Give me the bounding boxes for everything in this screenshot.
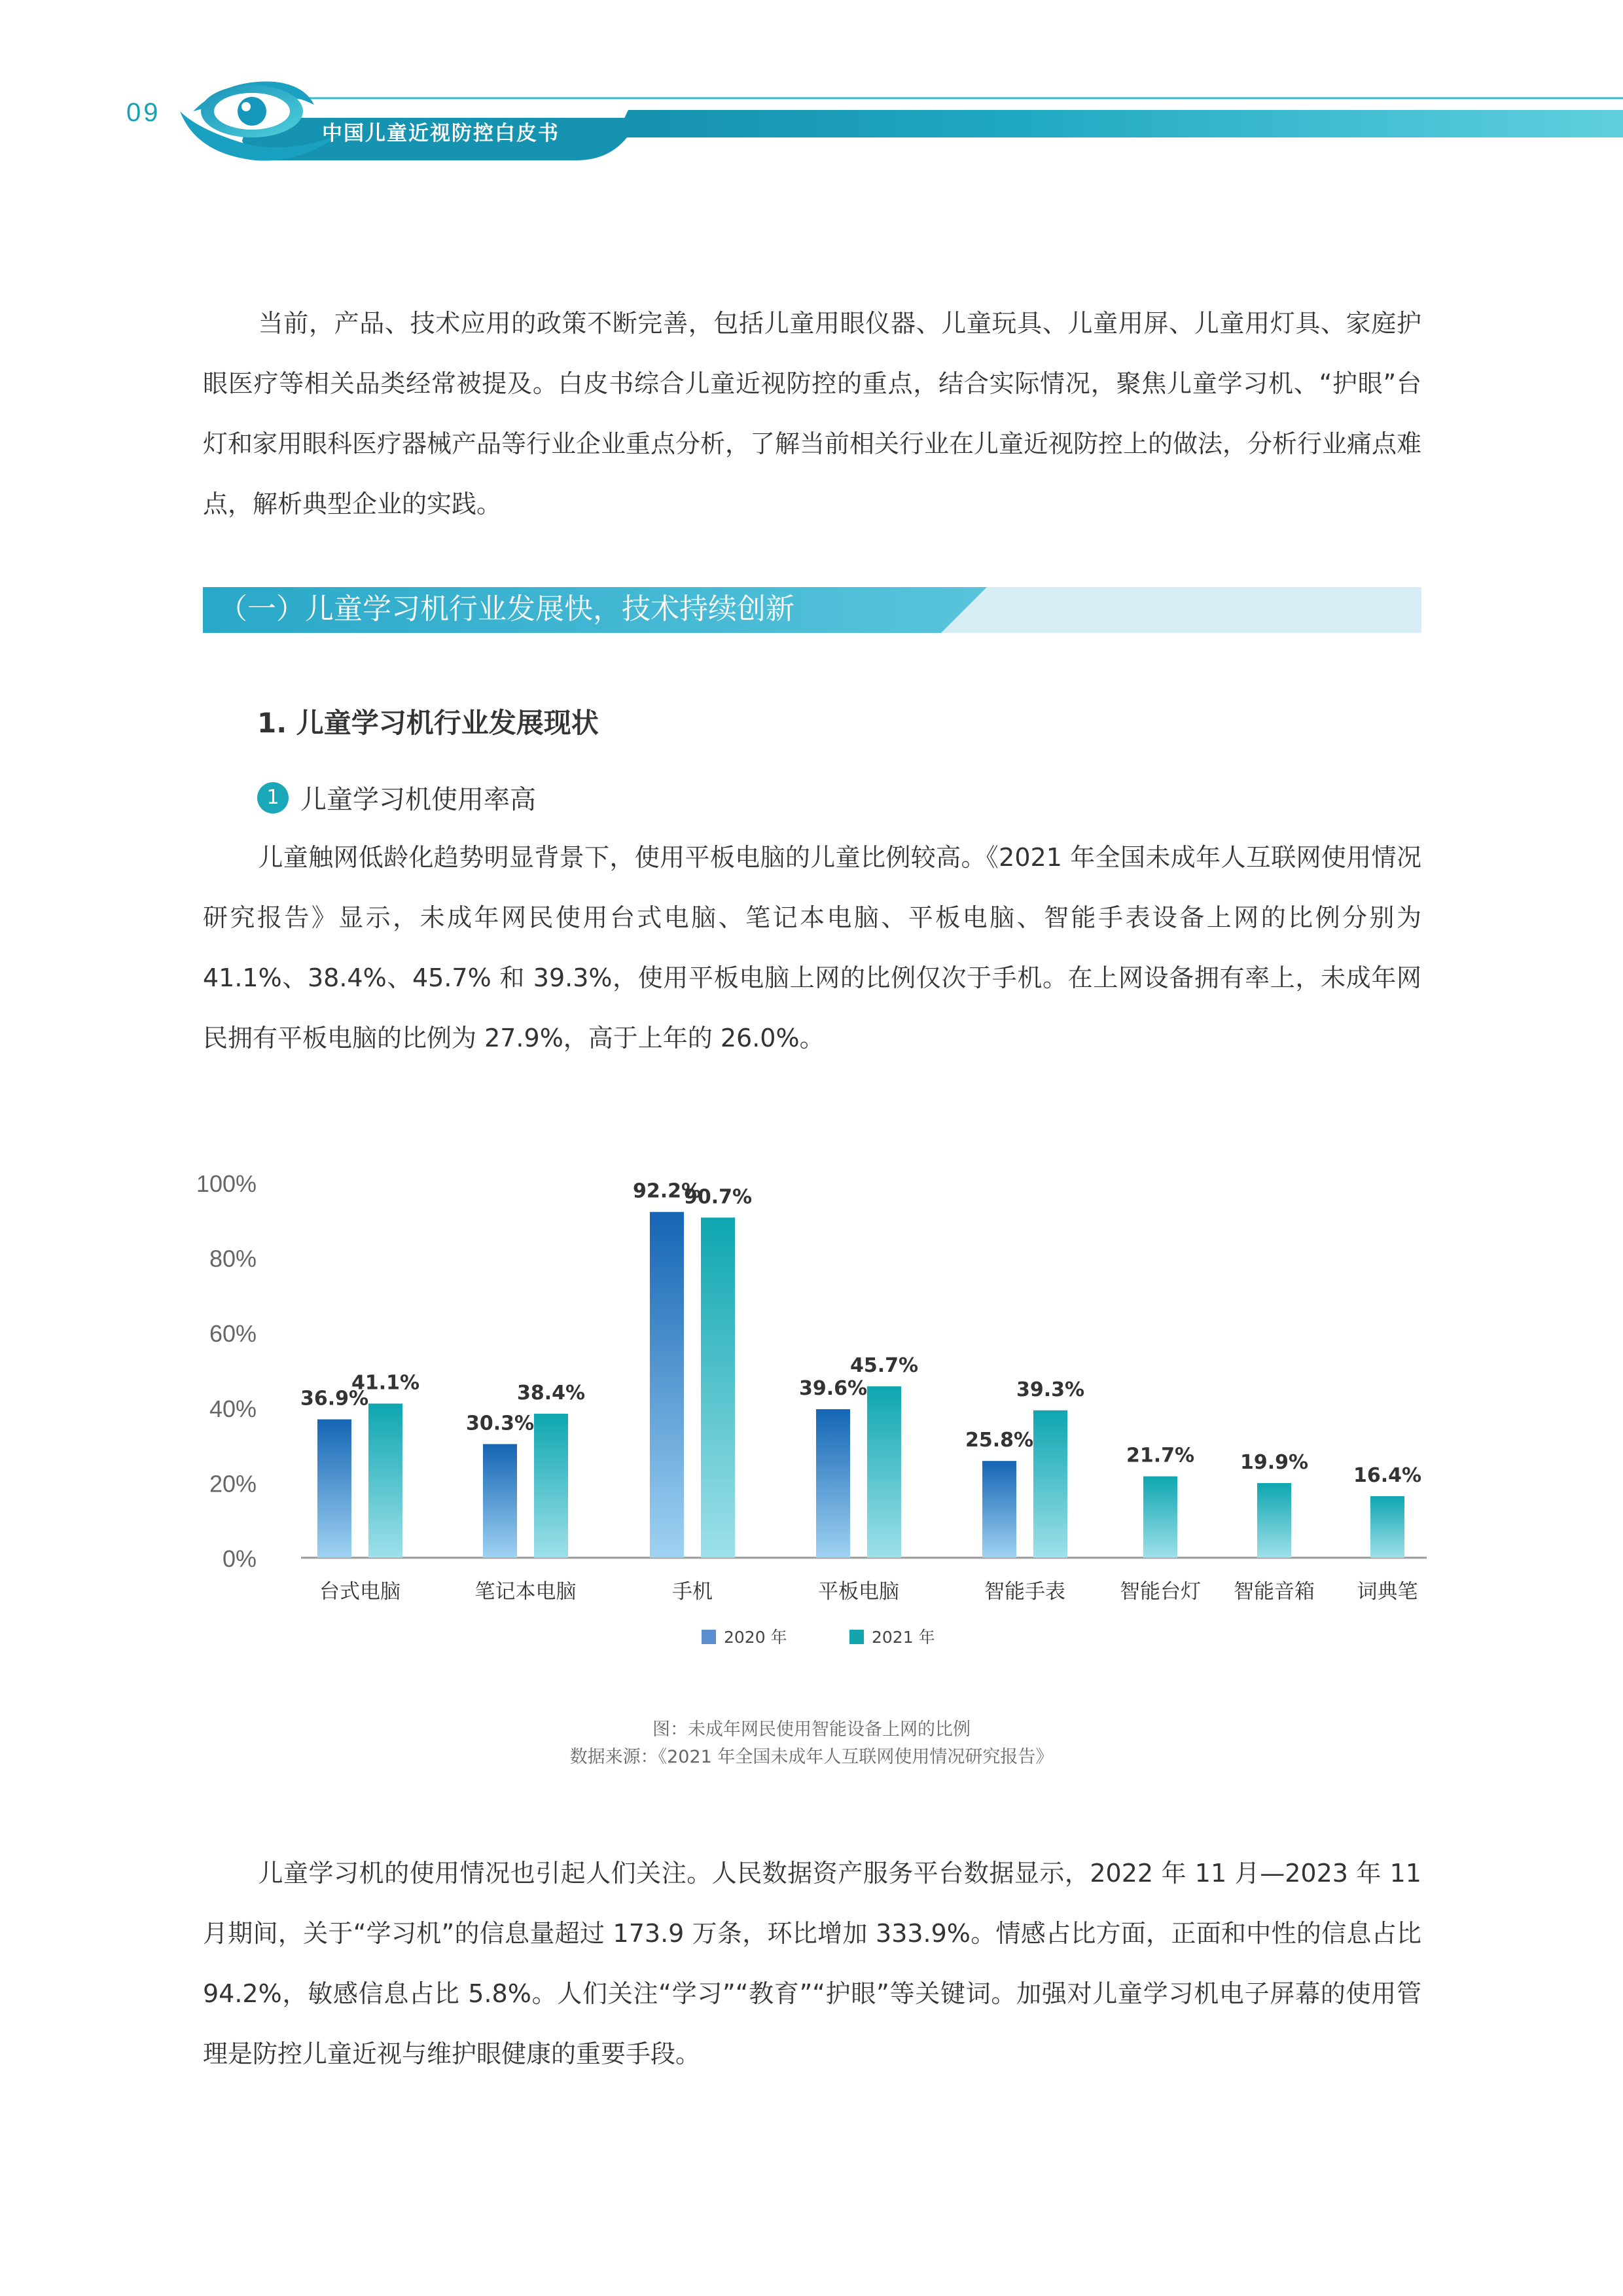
series-2021-value-label: 39.3%: [1016, 1378, 1085, 1401]
point-title: 儿童学习机使用率高: [300, 785, 536, 815]
series-2021-value-label: 90.7%: [683, 1185, 753, 1209]
category-label: 台式电脑: [319, 1580, 401, 1604]
subsection-heading: 1. 儿童学习机行业发展现状: [257, 707, 599, 739]
series-2021-bar: [534, 1414, 568, 1558]
header-stripe: [615, 110, 1623, 137]
y-tick-label: 20%: [209, 1470, 257, 1498]
category-label: 智能音箱: [1234, 1580, 1315, 1604]
intro-paragraph: [203, 293, 1421, 534]
series-2021-value-label: 21.7%: [1126, 1444, 1195, 1467]
category-label: 词典笔: [1357, 1580, 1418, 1604]
series-2021-bar: [867, 1386, 901, 1558]
series-2020-bar: [816, 1409, 850, 1558]
series-2021-bar: [1033, 1410, 1067, 1558]
series-2020-bar: [982, 1461, 1016, 1558]
legend-swatch: [702, 1630, 716, 1644]
legend-label: 2021 年: [872, 1628, 935, 1647]
header-banner: [0, 0, 1623, 170]
paragraph-2: [203, 827, 1421, 1068]
category-label: 平板电脑: [818, 1580, 899, 1604]
category-label: 笔记本电脑: [474, 1580, 577, 1604]
y-tick-label: 80%: [209, 1245, 257, 1272]
y-tick-label: 40%: [209, 1395, 257, 1422]
series-2021-bar: [1257, 1483, 1291, 1558]
series-2021-value-label: 16.4%: [1353, 1464, 1422, 1488]
category-label: 手机: [672, 1580, 713, 1604]
category-label: 智能手表: [984, 1580, 1065, 1604]
series-2021-bar: [368, 1403, 402, 1558]
series-2021-value-label: 38.4%: [516, 1381, 586, 1405]
series-2020-value-label: 92.2%: [632, 1179, 702, 1203]
category-label: 智能台灯: [1120, 1580, 1201, 1604]
series-2020-value-label: 30.3%: [465, 1412, 535, 1435]
series-2021-value-label: 45.7%: [849, 1354, 919, 1378]
bar-chart: [0, 1152, 1623, 1662]
series-2021-value-label: 41.1%: [351, 1371, 420, 1395]
series-2021-bar: [1370, 1496, 1404, 1558]
paragraph-3: [203, 1843, 1421, 2084]
section-title: （一）儿童学习机行业发展快，技术持续创新: [219, 592, 794, 626]
series-2020-bar: [317, 1420, 351, 1558]
y-tick-label: 0%: [222, 1545, 257, 1572]
series-2020-value-label: 39.6%: [798, 1377, 868, 1401]
document-title: 中国儿童近视防控白皮书: [322, 122, 560, 145]
paragraph-3-text: 儿童学习机的使用情况也引起人们关注。人民数据资产服务平台数据显示，2022 年 11 月—2023 年 11 月期间，关于“学习机”的信息量超过 173.9 万条，环比增加 333.9%。情感占比方面，正面和中性的信息占比 94.2%，敏感信息占比 5.8%。人们关注“学习”“教育”“护眼”等关键词。加强对儿童学习机电子屏幕的使用管理是防控儿童近视与维护眼健康的重要手段。: [203, 1859, 1421, 2068]
page-number: 09: [126, 98, 161, 127]
series-2020-bar: [483, 1444, 517, 1558]
series-2020-value-label: 36.9%: [300, 1387, 369, 1410]
source-caption: 数据来源：《2021 年全国未成年人互联网使用情况研究报告》: [569, 1747, 1054, 1767]
y-tick-label: 60%: [209, 1320, 257, 1348]
series-2021-bar: [701, 1217, 735, 1558]
point-heading: [257, 779, 536, 816]
y-tick-label: 100%: [196, 1170, 257, 1197]
legend-swatch: [849, 1630, 864, 1644]
intro-paragraph-text: 当前，产品、技术应用的政策不断完善，包括儿童用眼仪器、儿童玩具、儿童用屏、儿童用灯具、家庭护眼医疗等相关品类经常被提及。白皮书综合儿童近视防控的重点，结合实际情况，聚焦儿童学习机、“护眼”台灯和家用眼科医疗器械产品等行业企业重点分析，了解当前相关行业在儿童近视防控上的做法，分析行业痛点难点，解析典型企业的实践。: [203, 309, 1422, 518]
series-2021-bar: [1143, 1477, 1177, 1558]
figure-caption: 图：未成年网民使用智能设备上网的比例: [652, 1719, 971, 1740]
point-number-badge: 1: [257, 782, 289, 814]
series-2021-value-label: 19.9%: [1240, 1450, 1309, 1474]
legend-label: 2020 年: [724, 1628, 787, 1647]
series-2020-value-label: 25.8%: [965, 1429, 1034, 1452]
paragraph-2-text: 儿童触网低龄化趋势明显背景下，使用平板电脑的儿童比例较高。《2021 年全国未成年人互联网使用情况研究报告》显示，未成年网民使用台式电脑、笔记本电脑、平板电脑、智能手表设备上网的比例分别为 41.1%、38.4%、45.7% 和 39.3%，使用平板电脑上网的比例仅次于手机。在上网设备拥有率上，未成年网民拥有平板电脑的比例为 27.9%，高于上年的 26.0%。: [203, 843, 1421, 1052]
series-2020-bar: [650, 1212, 684, 1558]
